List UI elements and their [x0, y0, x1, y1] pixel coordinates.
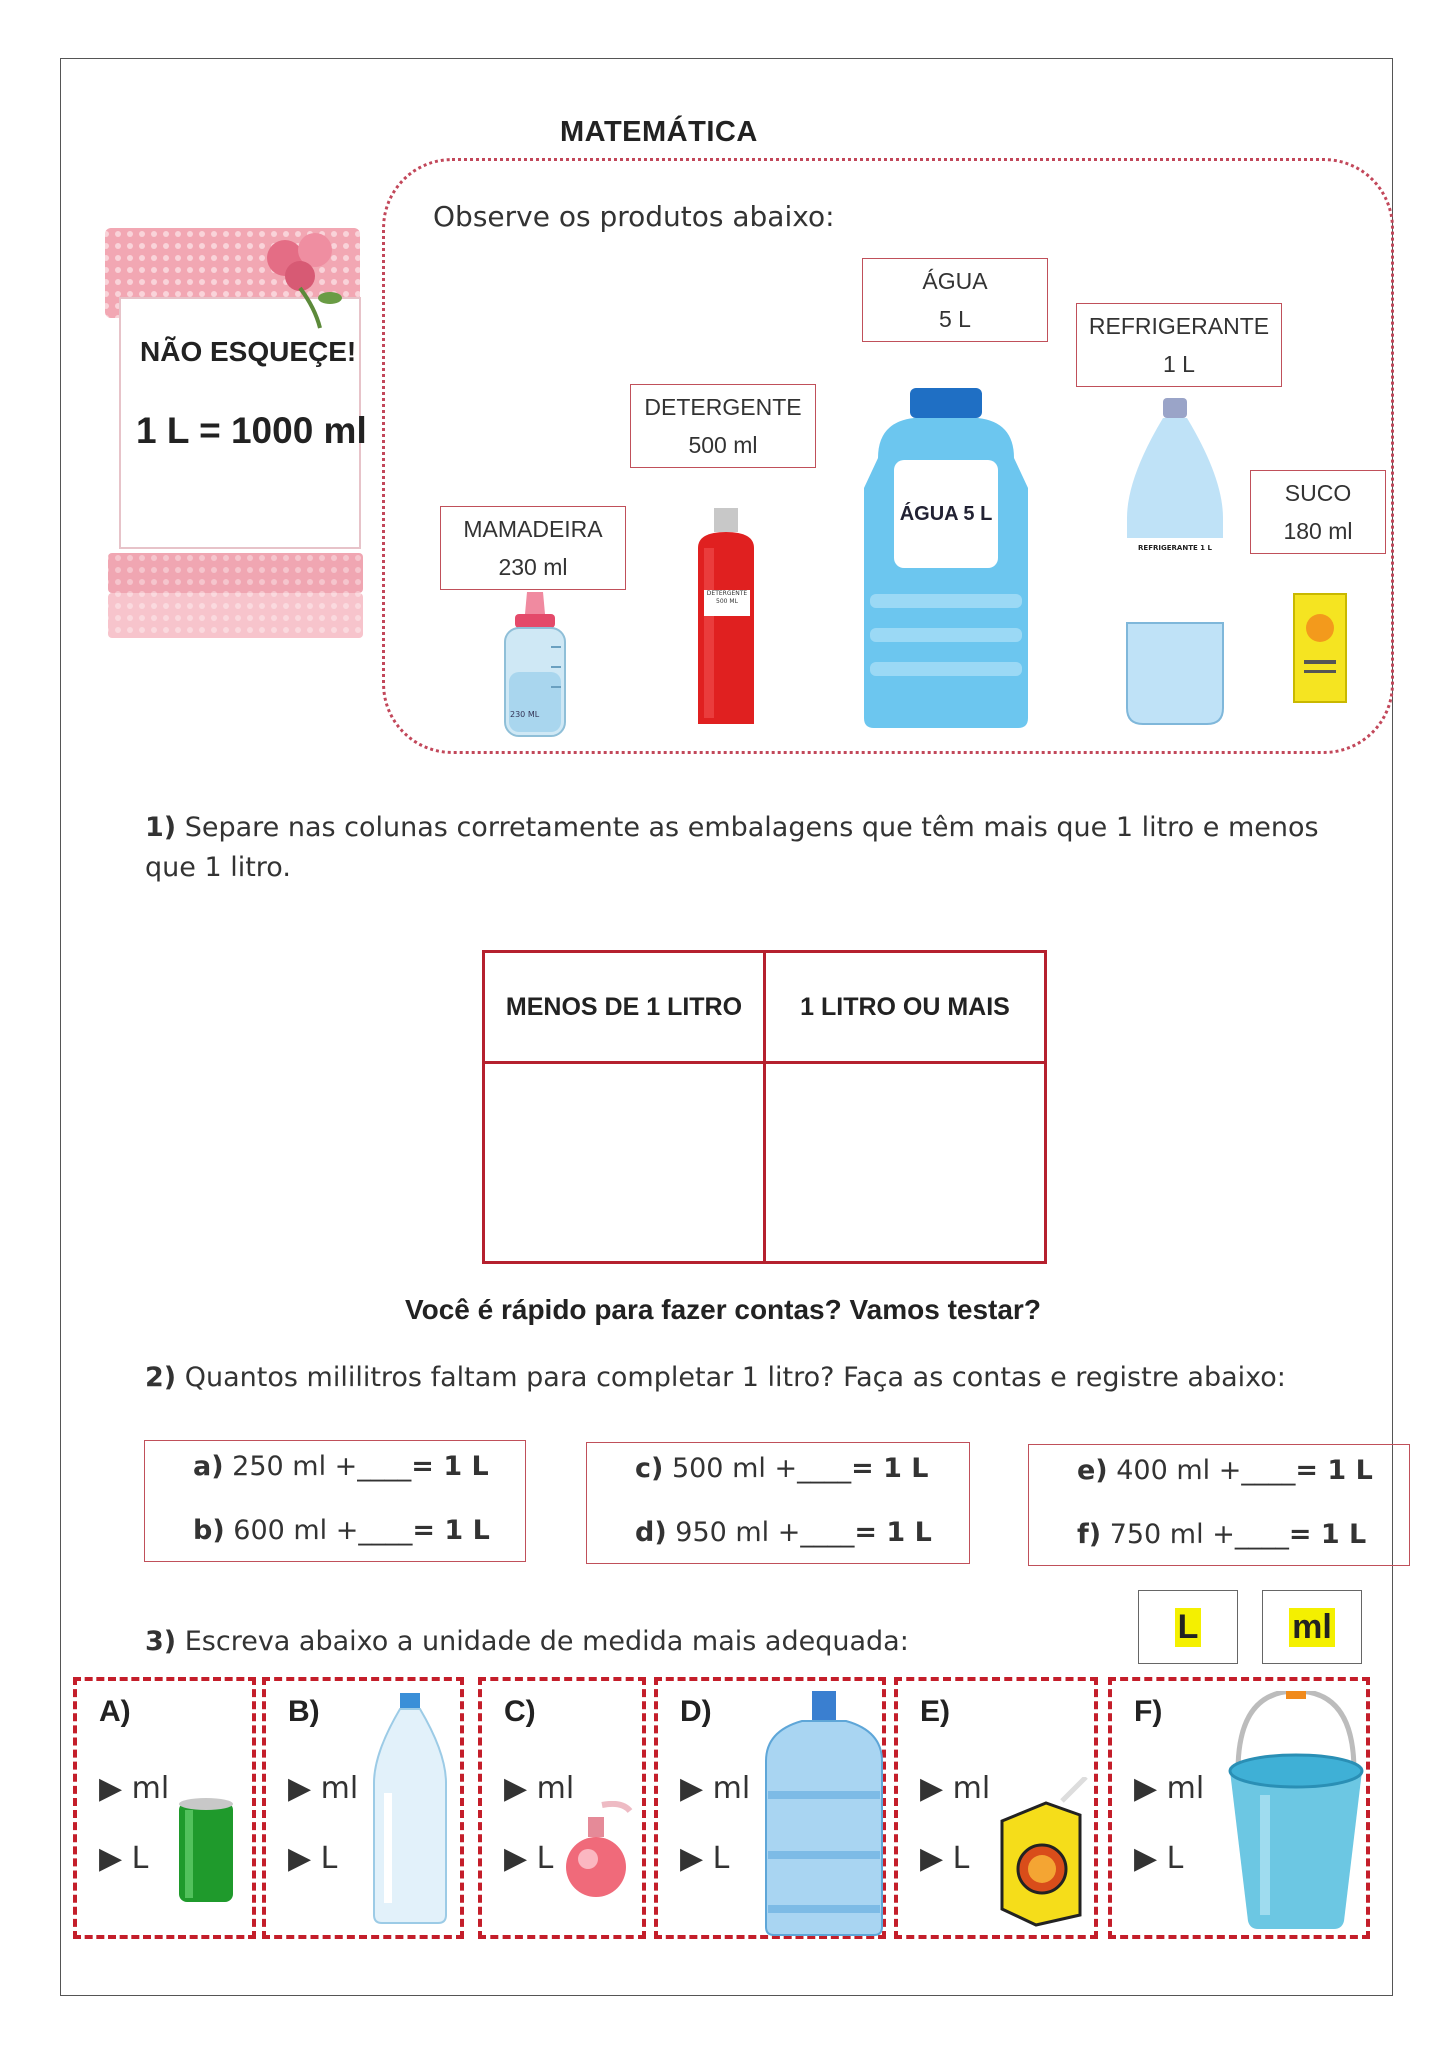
answer-cell-more[interactable] [765, 1063, 1046, 1263]
sum-box-ef [1028, 1444, 1410, 1566]
sort-table [482, 950, 1047, 1264]
choice-ml[interactable]: ▶ ml [99, 1771, 170, 1806]
choice-ml[interactable]: ▶ ml [1134, 1771, 1205, 1806]
product-name: REFRIGERANTE [1088, 313, 1270, 339]
question-1-number: 1) [145, 812, 177, 843]
sum-item-c: c) 500 ml +____= 1 L [635, 1453, 929, 1484]
sum-item-f: f) 750 ml +____= 1 L [1077, 1519, 1367, 1550]
product-label-suco [1250, 470, 1386, 554]
soda-bottle-text: REFRIGERANTE 1 L [1138, 544, 1212, 552]
baby-bottle-text: 230 ML [510, 710, 540, 719]
note-heading: NÃO ESQUEÇE! [140, 336, 357, 367]
product-label-mamadeira [440, 506, 626, 590]
unit-liter: L [1175, 1608, 1202, 1647]
answer-blank[interactable]: ____ [357, 1451, 412, 1482]
water-jug-icon [848, 388, 1044, 728]
unit-box-liter [1138, 1590, 1238, 1664]
challenge-heading: Você é rápido para fazer contas? Vamos testar? [405, 1294, 1041, 1325]
choice-liter[interactable]: ▶ L [1134, 1841, 1184, 1876]
choice-liter[interactable]: ▶ L [99, 1841, 149, 1876]
sum-box-ab [144, 1440, 526, 1562]
choice-ml[interactable]: ▶ ml [504, 1771, 575, 1806]
product-amount: 180 ml [1283, 518, 1353, 544]
product-label-agua [862, 258, 1048, 342]
option-letter: E) [920, 1695, 950, 1728]
choice-ml[interactable]: ▶ ml [920, 1771, 991, 1806]
bucket-icon [1226, 1691, 1366, 1931]
product-amount: 230 ml [498, 554, 568, 580]
product-amount: 500 ml [688, 432, 758, 458]
option-letter: B) [288, 1695, 320, 1728]
product-name: ÁGUA [922, 268, 988, 294]
question-3 [145, 1622, 1125, 1662]
water-jug-text: ÁGUA 5 L [899, 503, 993, 525]
observe-instruction: Observe os produtos abaixo: [433, 200, 835, 233]
plastic-bottle-icon [370, 1693, 450, 1925]
perfume-bottle-icon [562, 1801, 634, 1901]
answer-blank[interactable]: ____ [358, 1515, 413, 1546]
option-letter: A) [99, 1695, 131, 1728]
baby-bottle-icon [495, 592, 575, 742]
page-title: MATEMÁTICA [560, 116, 758, 148]
answer-blank[interactable]: ____ [797, 1453, 852, 1484]
product-name: SUCO [1284, 480, 1352, 506]
option-box-a [73, 1677, 256, 1939]
question-2-text: Quantos mililitros faltam para completar 1 litro? Faça as contas e registre abaixo: [184, 1362, 1286, 1393]
unit-box-ml [1262, 1590, 1362, 1664]
option-box-d [654, 1677, 886, 1939]
answer-cell-less[interactable] [484, 1063, 765, 1263]
product-amount: 1 L [1163, 351, 1195, 377]
question-3-number: 3) [145, 1626, 177, 1657]
option-box-e [894, 1677, 1098, 1939]
reminder-note [100, 228, 370, 648]
juice-box-icon [1290, 590, 1350, 706]
choice-liter[interactable]: ▶ L [504, 1841, 554, 1876]
detergent-bottle-icon [690, 508, 762, 728]
option-box-c [478, 1677, 646, 1939]
question-3-text: Escreva abaixo a unidade de medida mais adequada: [184, 1626, 909, 1657]
choice-liter[interactable]: ▶ L [680, 1841, 730, 1876]
product-name: MAMADEIRA [463, 516, 603, 542]
sum-item-a: a) 250 ml +____= 1 L [193, 1451, 489, 1482]
detergent-bottle-text: DETERGENTE 500 ML [706, 590, 748, 605]
option-letter: F) [1134, 1695, 1163, 1728]
question-2-number: 2) [145, 1362, 177, 1393]
column-1-liter-or-more: 1 LITRO OU MAIS [765, 952, 1046, 1063]
answer-blank[interactable]: ____ [1241, 1455, 1296, 1486]
answer-blank[interactable]: ____ [800, 1517, 855, 1548]
product-amount: 5 L [939, 306, 971, 332]
question-1 [145, 808, 1365, 888]
option-box-b [262, 1677, 464, 1939]
option-letter: C) [504, 1695, 536, 1728]
product-name: DETERGENTE [644, 394, 802, 420]
column-less-than-1-liter: MENOS DE 1 LITRO [484, 952, 765, 1063]
product-label-refrigerante [1076, 303, 1282, 387]
choice-ml[interactable]: ▶ ml [288, 1771, 359, 1806]
answer-blank[interactable]: ____ [1234, 1519, 1289, 1550]
juice-carton-icon [996, 1777, 1100, 1927]
unit-ml: ml [1289, 1608, 1335, 1647]
water-gallon-icon [762, 1691, 886, 1937]
note-rule: 1 L = 1000 ml [136, 410, 367, 451]
option-letter: D) [680, 1695, 712, 1728]
sum-item-b: b) 600 ml +____= 1 L [193, 1515, 490, 1546]
product-label-detergente [630, 384, 816, 468]
soda-bottle-icon [1125, 398, 1225, 728]
sum-box-cd [586, 1442, 970, 1564]
sum-item-e: e) 400 ml +____= 1 L [1077, 1455, 1373, 1486]
choice-liter[interactable]: ▶ L [920, 1841, 970, 1876]
sum-item-d: d) 950 ml +____= 1 L [635, 1517, 932, 1548]
choice-ml[interactable]: ▶ ml [680, 1771, 751, 1806]
option-box-f [1108, 1677, 1370, 1939]
choice-liter[interactable]: ▶ L [288, 1841, 338, 1876]
soda-can-icon [175, 1796, 237, 1906]
question-2 [145, 1358, 1385, 1398]
question-1-text: Separe nas colunas corretamente as embalagens que têm mais que 1 litro e menos que 1 litro. [145, 812, 1319, 883]
